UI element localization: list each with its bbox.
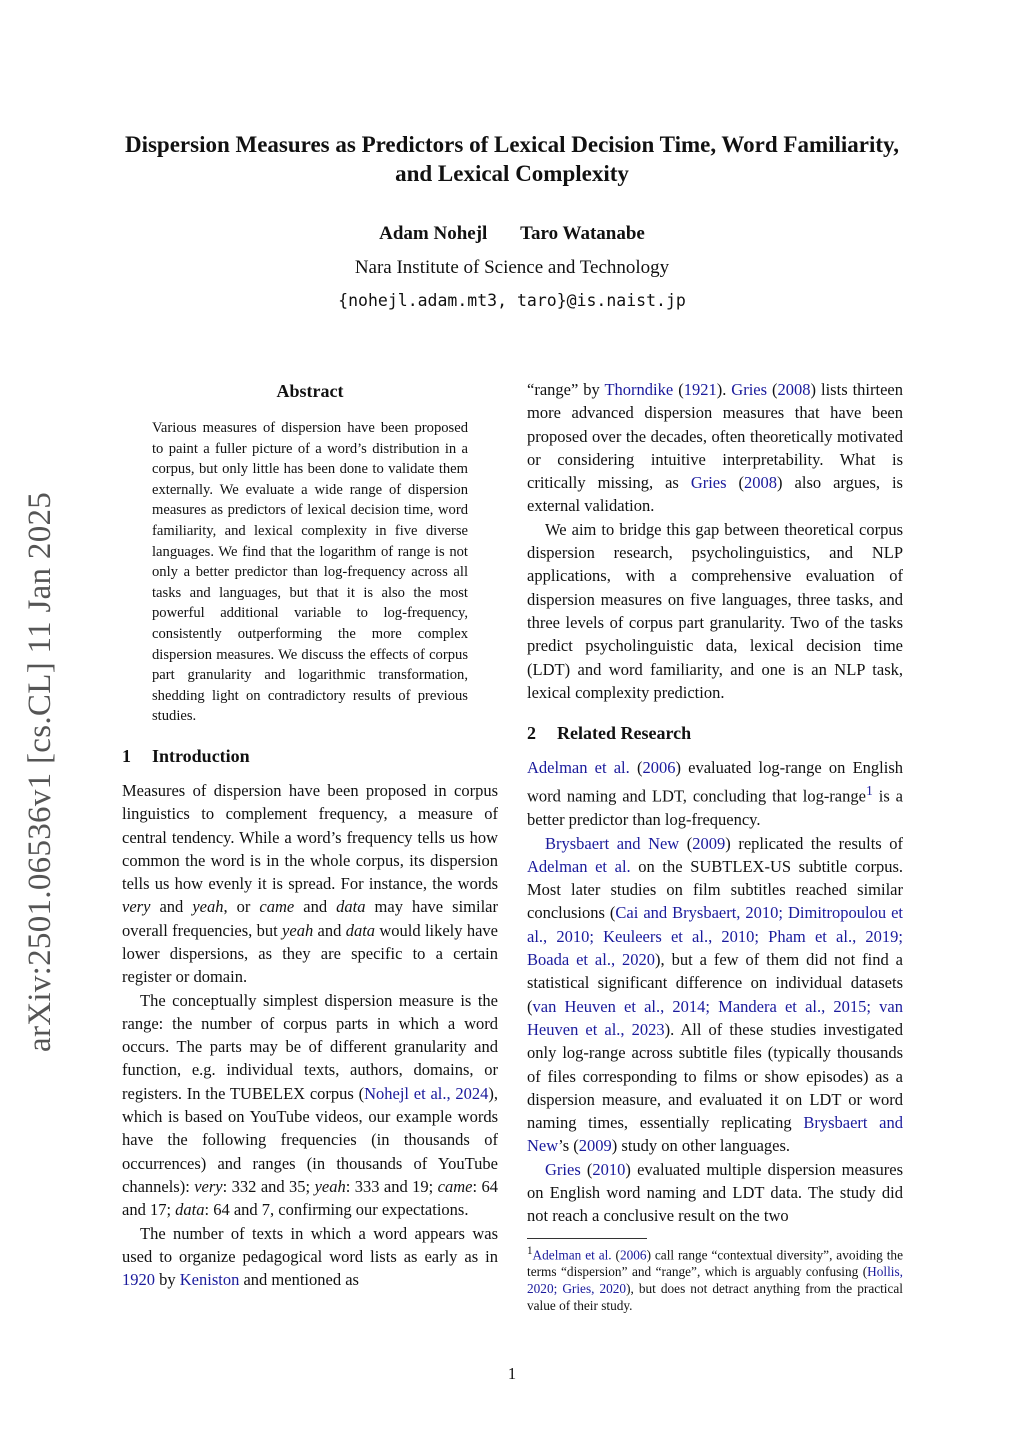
citation-link[interactable]: Thorndike (604, 380, 674, 399)
text-run: ), but does not detract anything from the practical value of their study. (527, 1281, 904, 1314)
text-run: and (313, 920, 346, 940)
intro-paragraph-5: We aim to bridge this gap between theoretical corpus dispersion research, psycholinguistics, and NLP applications, with a comprehensive evaluation of dispersion measures on five languages, three tasks, and three levels of corpus part granularity. Two of the tasks predict psycholinguistic data, lexical decision time (LDT) and word familiarity, and one is an NLP task, lexical complexity prediction. (527, 519, 903, 702)
citation-link[interactable]: Nohejl et al., 2024 (364, 1083, 489, 1103)
citation-link[interactable]: Cai and Brysbaert, 2010; Dimitropoulou et al., 2010; Keuleers et al., 2010; Pham et al., 2019; Boada et al., 2020 (527, 903, 903, 970)
text-run: ’s ( (558, 1136, 579, 1156)
section-number: 1 (122, 745, 131, 766)
intro-paragraph-2 (122, 989, 498, 1222)
author-list (0, 223, 1024, 245)
text-run: on the SUBTLEX-US subtitle corpus. Most later studies on film subtitles reached similar conclusions ( (527, 856, 903, 923)
section-number: 2 (527, 723, 536, 744)
left-column (122, 378, 498, 1291)
citation-year-link[interactable]: 2006 (642, 758, 676, 778)
citation-year-link[interactable]: 1921 (683, 380, 717, 399)
footnote-marker[interactable]: 1 (865, 783, 873, 799)
text-run: : 333 and 19; (345, 1176, 438, 1196)
related-paragraph-1: Adelman et al. (2006) evaluated log-range on English word naming and LDT, concluding that log-range$^1$ is a better predictor than log-frequency. (527, 758, 904, 830)
citation-link[interactable]: Hollis, 2020; Gries, 2020 (527, 1264, 903, 1297)
citation-link[interactable]: 1920 (122, 1270, 155, 1290)
text-run: evaluated log-range on English word naming and LDT, concluding that log-range (527, 758, 904, 806)
example-word: came (259, 897, 295, 917)
example-word: very (122, 897, 151, 917)
citation-link[interactable]: Adelman et al. (527, 758, 630, 778)
text-run: ). All of these studies investigated only log-range across subtitle files (typically thousands of files corresponding to films or show episodes) as a dispersion measure, and evaluated it on LDT or word naming times, essentially replicating (527, 1019, 903, 1133)
text-run: and mentioned as (239, 1270, 359, 1290)
citation-link[interactable]: Brysbaert and New (545, 833, 680, 853)
section-title: Introduction (152, 745, 250, 766)
text-run: and (294, 897, 337, 917)
related-paragraph-3: Gries (2010) evaluated multiple dispersion measures on English word naming and LDT data. The study did not reach a conclusive result on the two (527, 1159, 903, 1226)
footnote-number: 1 (527, 1244, 533, 1257)
example-word: very (194, 1176, 223, 1196)
section-title: Related Research (557, 723, 692, 744)
citation-year-link[interactable]: 2010 (592, 1159, 626, 1179)
citation-link[interactable]: Brysbaert and New (527, 1113, 903, 1156)
text-run: is a better predictor than log-frequency. (527, 786, 903, 830)
abstract-text: Various measures of dispersion have been proposed to paint a fuller picture of a word’s distribution in a corpus, but only little has been done to validate them externally. We evaluate a wide range of dispersion measures as predictors of lexical decision time, word familiarity, and lexical complexity in five diverse languages. We find that the logarithm of range is not only a better predictor than log-frequency across all tasks and languages, but that it is also the most powerful additional variable to log-frequency, consistently outperforming the more complex dispersion measures. We discuss the effects of corpus part granularity and logarithmic transformation, shedding light on contradictory results of previous studies. (152, 420, 468, 725)
section-heading-introduction (122, 745, 498, 767)
text-run: : 64 and 17; (122, 1176, 499, 1220)
text-run: The conceptually simplest dispersion measure is the range: the number of corpus parts in which a word occurs. The parts may be of different granularity and function, e.g. individual texts, authors, domains, or registers. In the TUBELEX corpus ( (122, 990, 498, 1103)
affiliation: Nara Institute of Science and Technology (354, 257, 670, 278)
example-word: yeah (282, 920, 314, 940)
citation-link[interactable]: Adelman et al. (527, 856, 631, 876)
intro-paragraph-4: “range” by Thorndike (1921). Gries (2008) lists thirteen more advanced dispersion measures that have been proposed over the decades, often theoretically motivated or considering intuitive interpretability. What is critically missing, as Gries (2008) also argues, is external validation. (527, 380, 903, 516)
text-run: may have similar overall frequencies, but (122, 897, 498, 940)
text-run: , or (223, 897, 260, 917)
text-run: replicated the results of (730, 833, 903, 853)
text-run: and (150, 897, 193, 917)
arxiv-stamp: arXiv:2501.06536v1 [cs.CL] 11 Jan 2025 (22, 491, 58, 1052)
citation-year-link[interactable]: 2008 (777, 380, 811, 399)
abstract-heading: Abstract (276, 381, 344, 401)
example-word: came (437, 1176, 473, 1196)
intro-paragraph-3 (122, 1222, 498, 1292)
footnote: $^1$Adelman et al. (2006) call range “contextual diversity”, avoiding the terms “dispersion” and “range”, which is arguably confusing (Hollis, 2020; Gries, 2020), but does not detract anything from the practical value of their study. (527, 1244, 904, 1314)
citation-link[interactable]: Gries (545, 1159, 581, 1179)
example-word: yeah (314, 1176, 346, 1196)
author-name: Taro Watanabe (520, 223, 645, 244)
text-run: . (722, 380, 732, 399)
page-number: 1 (507, 1364, 517, 1383)
citation-link[interactable]: Adelman et al. (532, 1247, 612, 1263)
related-paragraph-2: Brysbaert and New (2009) replicated the results of Adelman et al. on the SUBTLEX-US subtitle corpus. Most later studies on film subtitles reached similar conclusions (Cai and Brysbaert, 2010; Dimitropoulou et al., 2010; Keuleers et al., 2010; Pham et al., 2019; Boada et al., 2020), but a few of them did not find a statistical significant difference on individual datasets (van Heuven et al., 2014; Mandera et al., 2015; van Heuven et al., 2023). All of these studies investigated only log-range across subtitle files (typically thousands of files corresponding to films or show episodes) as a dispersion measure, and evaluated it on LDT or word naming times, essentially replicating Brysbaert and New’s (2009) study on other languages. (527, 833, 904, 1156)
text-run: would likely have lower dispersions, as they are specific to a certain register or domain. (122, 920, 498, 987)
example-word: data (345, 920, 376, 940)
author-email: {nohejl.adam.mt3, taro}@is.naist.jp (338, 291, 686, 310)
intro-paragraph-1 (122, 779, 498, 989)
text-run: lists thirteen more advanced dispersion measures that have been proposed over the decades, often theoretically motivated or considering intuitive interpretability. What is critically missing, as (527, 380, 903, 493)
right-column (527, 378, 903, 1314)
text-run: Measures of dispersion have been proposed in corpus linguistics to complement frequency, a measure of central tendency. While a word’s frequency tells us how common the word is in the whole corpus, its dispersion tells us how evenly it is spread. For instance, the words (122, 780, 498, 894)
text-run: call range “contextual diversity”, avoiding the terms “dispersion” and “range”, which is arguably confusing ( (527, 1247, 903, 1280)
text-run: The number of texts in which a word appears was used to organize pedagogical word lists as early as in (122, 1223, 498, 1266)
citation-link[interactable]: Gries (731, 380, 768, 399)
example-word: data (336, 897, 366, 917)
citation-year-link[interactable]: 2008 (744, 473, 778, 493)
text-run: : 64 and 7, confirming our expectations. (204, 1200, 469, 1220)
text-run: evaluated multiple dispersion measures on English word naming and LDT data. The study did not reach a conclusive result on the two (527, 1159, 903, 1226)
example-word: yeah (192, 897, 224, 917)
citation-year-link[interactable]: 2009 (578, 1136, 612, 1156)
citation-link[interactable]: van Heuven et al., 2014; Mandera et al., 2015; van Heuven et al., 2023 (527, 996, 903, 1039)
text-run: : 332 and 35; (222, 1176, 315, 1196)
citation-link[interactable]: Gries (690, 473, 727, 493)
text-run: by (155, 1270, 180, 1290)
footnote-divider (527, 1238, 647, 1239)
text-run: ), but a few of them did not find a statistical significant difference on individual datasets ( (527, 950, 904, 1016)
text-run: also argues, is external validation. (527, 473, 903, 516)
section-heading-related-research (527, 722, 903, 744)
text-run: ), which is based on YouTube videos, our example words have the following frequencies (in thousands of occurrences) and ranges (in thousands of YouTube channels): (122, 1083, 498, 1196)
author-name: Adam Nohejl (379, 223, 488, 244)
paper-title: Dispersion Measures as Predictors of Lexical Decision Time, Word Familiarity, and Lexical Complexity (124, 132, 900, 186)
citation-year-link[interactable]: 2006 (619, 1247, 647, 1263)
citation-year-link[interactable]: 2009 (692, 833, 726, 853)
text-run: ) study on other languages. (611, 1136, 791, 1156)
example-word: data (175, 1200, 205, 1220)
text-run: “range” by (527, 380, 605, 399)
citation-link[interactable]: Keniston (179, 1270, 240, 1290)
